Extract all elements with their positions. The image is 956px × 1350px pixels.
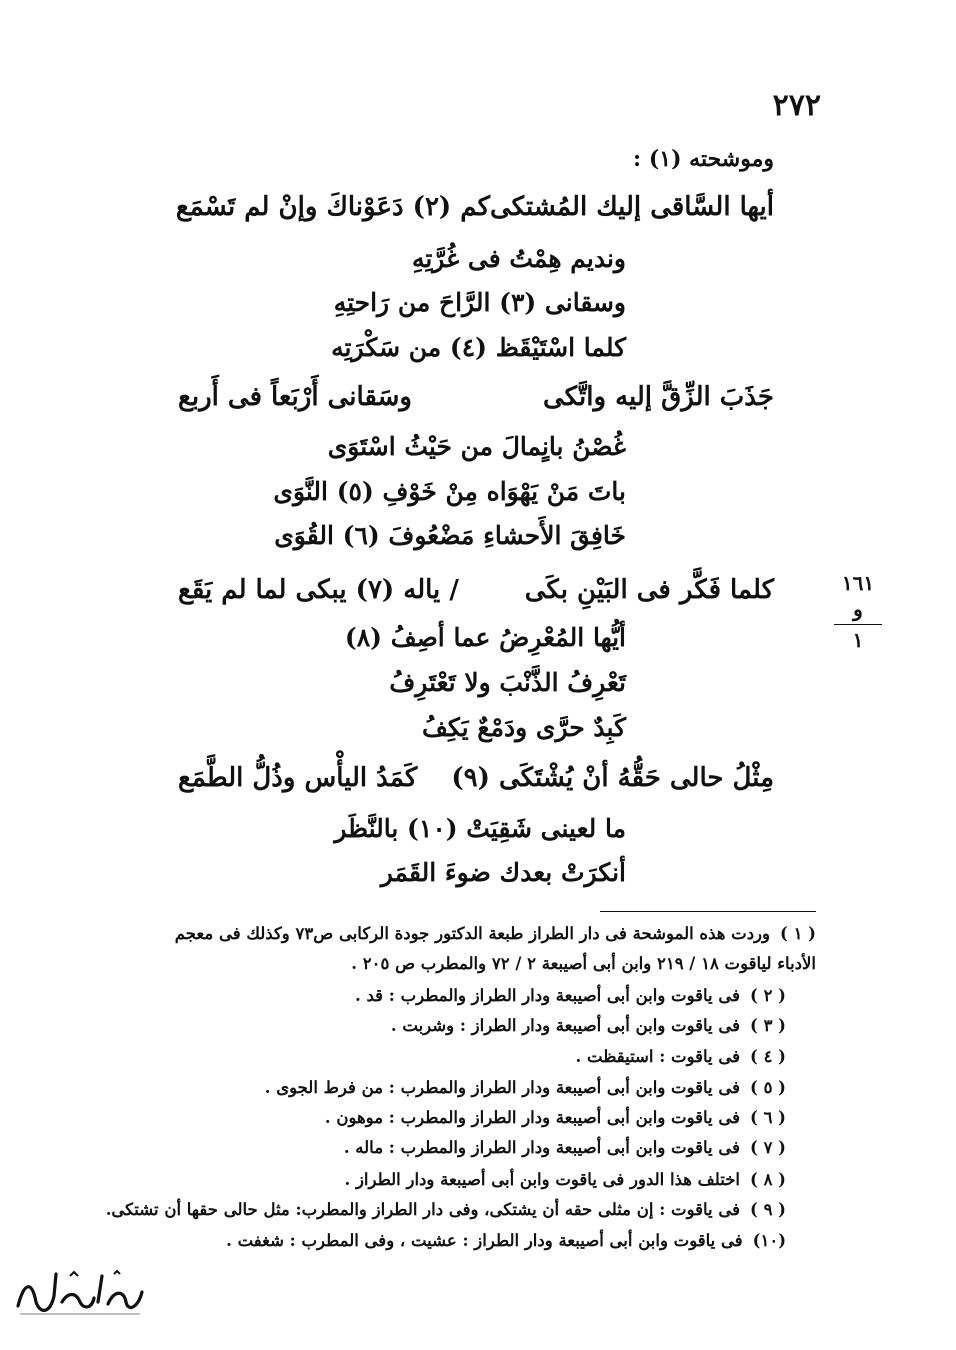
verse-line: باتَ مَنْ يَهْوَاه مِنْ خَوْفِ (٥) النَّوَى [273,477,626,506]
footnote [265,1078,786,1097]
footnote-continuation: الأدباء لياقوت ١٨ / ٢١٩ وابن أبى أصيبعة ٢ / ٧٢ والمطرب ص ٢٠٥ . [351,954,816,973]
stanza-1-main-line [175,192,774,222]
footnote [344,1138,786,1157]
verse-line: أيُّها المُعْرِضُ عما أصِفُ (٨) [344,623,626,652]
hemistich-right: مِثْلُ حالى حَقُّهُ أنْ يُشْتَكَى (٩) [451,763,774,793]
hemistich-left: / ياله (٧) يبكى لما لم يَقَع [178,575,459,605]
poem-intro: وموشحته (١) : [633,146,774,172]
verse-line: وسقانى (٣) الرَّاحَ من رَاحتِهِ [333,288,626,317]
footnote-number: ( ٢ ) [750,986,786,1005]
hemistich-left: كَمَدُ اليأْس وذُلُّ الطَّمَع [178,763,418,793]
folio-number: ١٦١ و [841,571,875,621]
folio-sub: ١ [852,628,864,652]
footnote-number: ( ٥ ) [750,1078,786,1097]
footnote [325,1108,786,1127]
stanza-3-main-line [178,575,774,605]
footnote-number: ( ١ ) [780,924,816,943]
footnote-number: ( ٤ ) [750,1047,786,1066]
stanza-2-main-line [178,382,774,412]
hemistich-right: كلما فَكَّر فى البَيْنِ بكَى [524,575,774,605]
verse-line: كَبِدٌ حرَّى ودَمْعٌ يَكِفُ [421,713,626,742]
stanza-4-main-line [178,763,774,793]
footnote-number: ( ٧ ) [750,1138,786,1157]
calligraphy-watermark-logo [10,1262,150,1320]
verse-line: أنكرَتْ بعدك ضوءَ القَمَر [380,858,626,887]
hemistich-right: جَذَبَ الزِّقَّ إليه واتَّكى [543,382,774,412]
footnote-text: فى ياقوت وابن أبى أصيبعة ودار الطراز والمطرب : قد . [355,986,740,1005]
footnote [576,1047,786,1066]
footnote-number: ( ٨ ) [750,1170,786,1189]
hemistich-right: أيها السَّاقى إليك المُشتكى [489,192,774,222]
page-number: ٢٧٢ [772,88,821,123]
footnote-text: فى ياقوت وابن أبى أصيبعة ودار الطراز والمطرب : موهون . [324,1108,740,1127]
footnote [355,986,786,1005]
footnote-text: فى ياقوت وابن أبى أصيبعة ودار الطراز : وشربت . [390,1016,740,1035]
footnote-text: فى ياقوت وابن أبى أصيبعة ودار الطراز والمطرب : ماله . [343,1138,740,1157]
verse-line: كلما اسْتَيْقَظ (٤) من سَكْرَتِه [331,333,626,362]
footnote-number: ( ٦ ) [750,1108,786,1127]
footnote-divider [600,911,816,912]
footnote-text: اختلف هذا الدور فى ياقوت وابن أبى أصيبعة ودار الطراز . [344,1170,740,1189]
footnote-number: ( ٣ ) [750,1016,786,1035]
footnote [175,924,816,943]
folio-rule [834,624,882,625]
footnote [391,1016,786,1035]
footnote [344,1170,786,1189]
verse-line: خَافِقَ الأَحشاءِ مَضْعُوفَ (٦) القُوَى [274,521,626,550]
footnote [106,1200,786,1219]
verse-line: تَعْرِفُ الذَّنْبَ ولا تَعْتَرِفُ [389,668,626,697]
manuscript-folio-note [834,570,882,653]
hemistich-left: وسَقانى أَرْبَعاً فى أَربع [178,382,412,412]
footnote-text: فى ياقوت : استيقظت . [575,1047,740,1066]
hemistich-left: كم (٢) دَعَوْناكَ وإنْ لم تَسْمَع [175,192,490,222]
footnote [226,1231,786,1250]
verse-line: غُصْنُ بانٍمالَ من حَيْثُ اسْتَوَى [327,432,626,461]
footnote-number: (١٠) [752,1231,786,1250]
footnote-text: فى ياقوت وابن أبى أصيبعة ودار الطراز والمطرب : من فرط الجوى . [264,1078,740,1097]
footnote-number: ( ٩ ) [750,1200,786,1219]
footnote-text: فى ياقوت وابن أبى أصيبعة ودار الطراز : عشيت ، وفى المطرب : شغفت . [226,1231,743,1250]
footnote-text: وردت هذه الموشحة فى دار الطراز طبعة الدكتور جودة الركابى ص٧٣ وكذلك فى معجم [174,924,770,943]
footnote-text: فى ياقوت : إن مثلى حقه أن يشتكى، وفى دار الطراز والمطرب: مثل حالى حقها أن تشتكى. [105,1200,740,1219]
verse-line: ونديم هِمْتُ فى غُرَّتِهِ [411,244,626,273]
verse-line: ما لعينى شَقِيَتْ (١٠) بالنَّظَر [334,814,626,843]
